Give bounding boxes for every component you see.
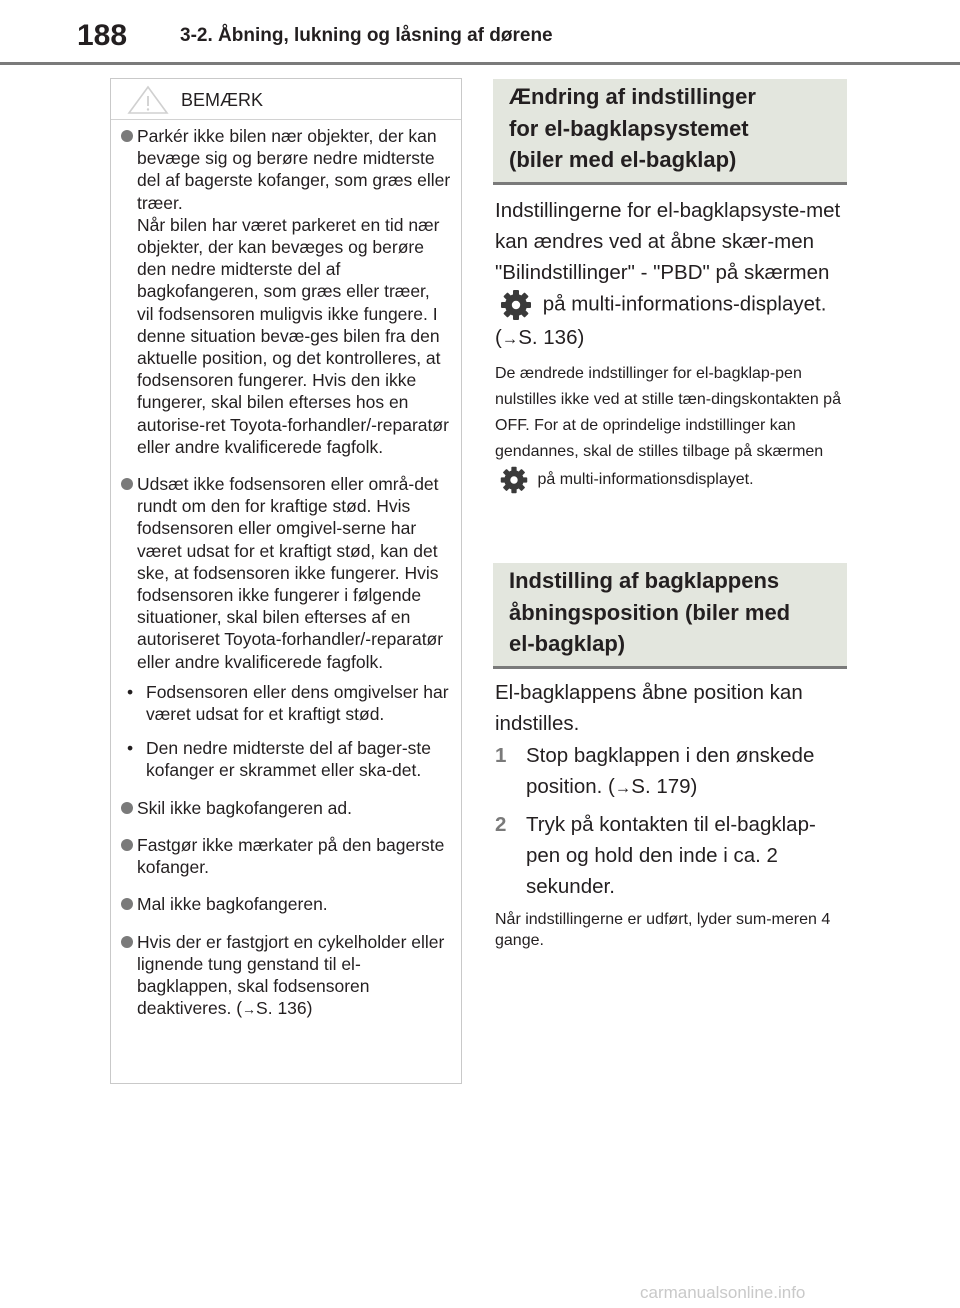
note-item-text: Udsæt ikke fodsensoren eller områ-det rundt om den for kraftige stød. Hvis fodsensoren eller omgivel-serne har været udsat for et kraftigt stød, kan det ske, at fodsensoren ikke fungerer. Hvis fodsensoren ikke fungerer i følgende situationer, skal bilen efterses af en autoriseret Toyota-forhandler/-reparatør eller andre kvalificerede fagfolk.	[137, 474, 444, 672]
step-number: 2	[495, 813, 507, 836]
note-subitem	[121, 737, 451, 781]
arrow-right-icon: →	[614, 779, 632, 797]
chapter-title: 3-2. Åbning, lukning og låsning af dørene	[180, 25, 553, 46]
page-reference-link[interactable]: S. 136)	[256, 998, 313, 1019]
arrow-right-icon: →	[242, 1001, 257, 1018]
step-text-part: Stop bagklappen i den ønskede position. (	[526, 744, 815, 798]
section-title-line: åbningsposition (biler med	[509, 599, 791, 625]
note-item	[121, 834, 451, 878]
note-item-text-part: Hvis der er fastgjort en cykelholder eller lignende tung genstand til el-bagklappen, skal fodsensoren deaktiveres. (	[137, 931, 445, 1019]
gear-icon	[499, 465, 529, 495]
paragraph-text: på multi-informations-displayet. (	[495, 292, 827, 349]
watermark: carmanualsonline.info	[640, 1283, 806, 1302]
note-item-text: Skil ikke bagkofangeren ad.	[137, 797, 352, 818]
section-title	[509, 565, 790, 660]
note-item-text: Fastgør ikke mærkater på den bagerste kofanger.	[137, 834, 445, 878]
gear-icon	[499, 288, 533, 322]
page-number: 188	[77, 19, 128, 52]
bullet-dot-icon	[121, 802, 133, 814]
note-item	[121, 125, 451, 458]
paragraph-text: på multi-informationsdisplayet.	[537, 471, 754, 489]
paragraph-text: De ændrede indstillinger for el-bagklap-pen nulstilles ikke ved at stille tæn-dingskontakten på OFF. For at de oprindelige indstillinger kan gendannes, skal de stilles tilbage på skærmen	[495, 365, 841, 460]
note-body	[121, 125, 451, 1035]
section-title-line: el-bagklap)	[509, 631, 626, 656]
page-reference-link[interactable]: S. 179)	[631, 775, 698, 798]
settings-paragraph	[495, 195, 847, 355]
bullet-dot-icon	[121, 839, 133, 851]
open-position-footer: Når indstillingerne er udført, lyder sum-meren 4 gange.	[495, 911, 831, 949]
warning-triangle-icon	[127, 85, 169, 115]
step-number: 1	[495, 744, 507, 767]
open-position-intro: El-bagklappens åbne position kan indstilles.	[495, 681, 803, 735]
caution-note-box	[110, 78, 462, 1084]
note-item	[121, 893, 451, 915]
step-text: Tryk på kontakten til el-bagklap-pen og hold den inde i ca. 2 sekunder.	[526, 813, 816, 898]
bullet-icon: •	[127, 681, 134, 702]
note-item-text: Mal ikke bagkofangeren.	[137, 894, 328, 915]
note-item-text: Parkér ikke bilen nær objekter, der kan bevæge sig og berøre nedre midterste del af bagerste kofanger, som græs eller træer.	[137, 126, 451, 213]
bullet-dot-icon	[121, 478, 133, 490]
note-item	[121, 931, 451, 1021]
bullet-icon: •	[127, 738, 134, 759]
arrow-right-icon: →	[501, 330, 519, 348]
step-text	[526, 740, 846, 804]
section-title-line: Ændring af indstillinger	[509, 84, 756, 109]
section-title-line: Indstilling af bagklappens	[509, 568, 780, 593]
note-title-row	[111, 79, 461, 120]
section-heading-open-position	[493, 563, 847, 669]
note-subitem-text: Fodsensoren eller dens omgivelser har været udsat for et kraftigt stød.	[146, 681, 449, 725]
header-divider	[0, 62, 960, 65]
page-reference-link[interactable]: S. 136)	[518, 326, 585, 349]
section-title-line: (biler med el-bagklap)	[509, 147, 737, 172]
bullet-dot-icon	[121, 130, 133, 142]
bullet-dot-icon	[121, 936, 133, 948]
bullet-dot-icon	[121, 898, 133, 910]
note-item-text: Når bilen har været parkeret en tid nær objekter, der kan bevæges og berøre den nedre midterste del af bagkofangeren, som græs eller træer, vil fodsensoren muligvis ikke fungere. I denne situation bevæ-ges bilen fra den aktuelle position, og det kontrolleres, at fodsensoren fungerer. Hvis den ikke fungerer, skal bilen efterses hos en autorise-ret Toyota-forhandler/-reparatør eller andre kvalificerede fagfolk.	[137, 214, 449, 457]
section-title-line: for el-bagklapsystemet	[509, 115, 749, 141]
note-title: BEMÆRK	[181, 90, 264, 110]
note-item-text	[137, 931, 451, 1021]
section-title	[509, 81, 756, 176]
section-heading-settings	[493, 79, 847, 185]
note-subitem	[121, 681, 451, 725]
settings-note-paragraph	[495, 361, 847, 495]
note-item	[121, 797, 451, 819]
note-item	[121, 473, 451, 673]
paragraph-text: Indstillingerne for el-bagklapsyste-met kan ændres ved at åbne skær-men "Bilindstillinger" - "PBD" på skærmen	[495, 199, 841, 284]
note-subitem-text: Den nedre midterste del af bager-ste kofanger er skrammet eller ska-det.	[146, 738, 432, 781]
page-header	[0, 0, 960, 66]
